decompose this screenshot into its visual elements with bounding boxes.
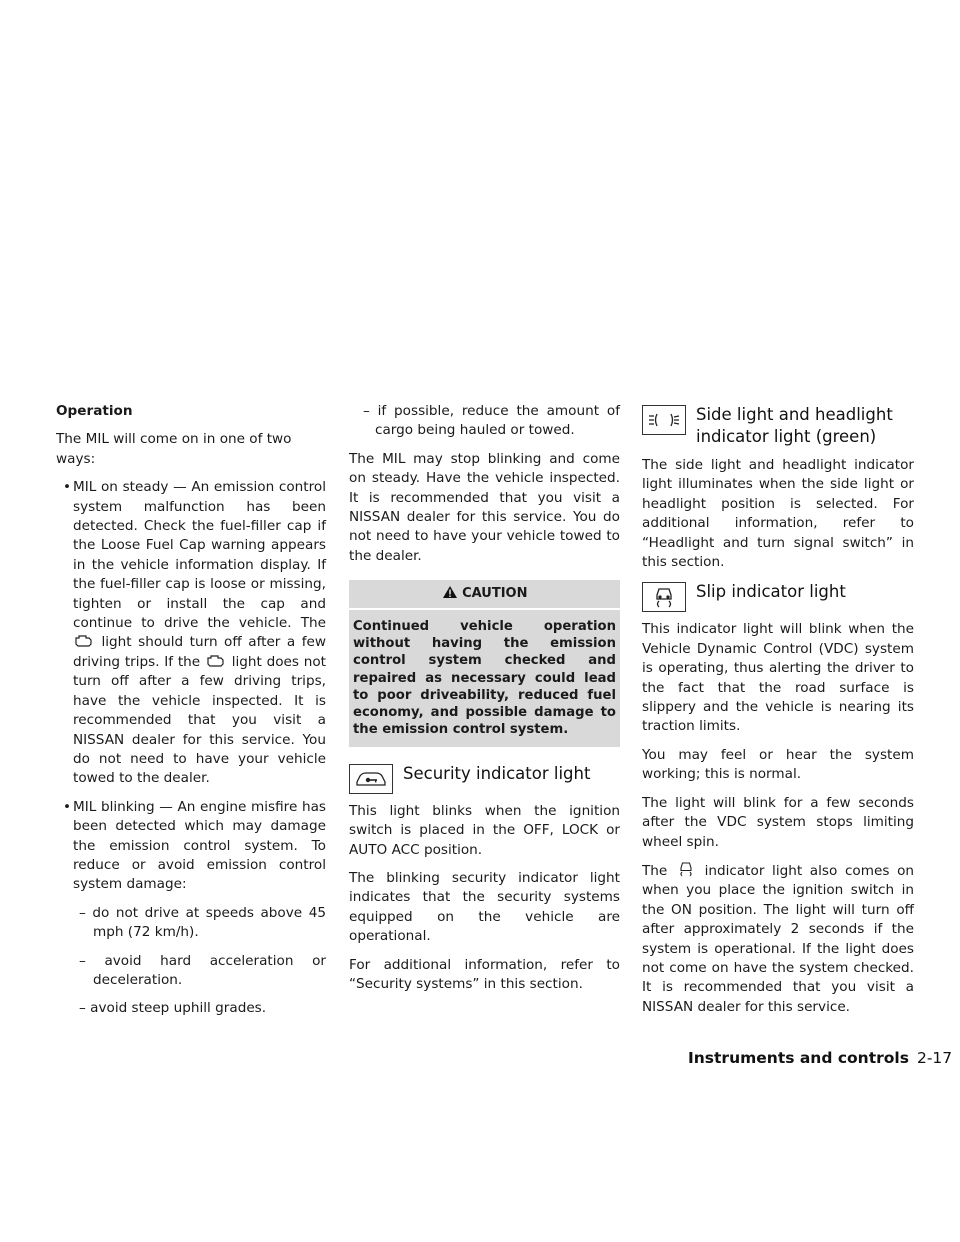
engine-check-icon	[205, 654, 227, 668]
security-text-2: The blinking security indicator light indicates that the security systems equipped on the vehicle are operational.	[349, 869, 620, 945]
slip-text-3: The light will blink for a few seconds after the VDC system stops limiting wheel spin.	[642, 794, 914, 850]
side-light-text: The side light and headlight indicator light illuminates when the side light or headlight position is selected. For additional information, refer to “Headlight and turn signal switch” in this section.	[642, 457, 914, 571]
bullet-mil-steady: • MIL on steady — An emission control system malfunction has been detected. Check the fuel-filler cap if the Loose Fuel Cap warning appears in the vehicle information display. If the fuel-filler cap is loose or missing, tighten or install the cap and continue to drive the vehicle. The light should turn off after a few driving trips. If the light does not turn off after a few driving trips, have the vehicle inspected. It is recommended that you visit a NISSAN dealer for this service. You do not need to have your vehicle towed to the dealer.	[63, 479, 326, 787]
column-middle	[349, 402, 620, 1003]
security-heading	[349, 763, 620, 794]
security-text-3: For additional information, refer to “Security systems” in this section.	[349, 956, 620, 992]
footer-section: Instruments and controls	[688, 1049, 909, 1067]
dash-item: – do not drive at speeds above 45 mph (72 km/h).	[79, 904, 326, 941]
page-footer	[688, 1049, 952, 1067]
security-indicator-icon	[349, 764, 393, 794]
side-light-title: Side light and headlight indicator light (green)	[696, 405, 893, 446]
engine-check-icon	[73, 634, 95, 648]
caution-header	[349, 580, 620, 609]
slip-text-4: The indicator light also comes on when you place the ignition switch in the ON position. The light will turn off after approximately 2 seconds if the system is operational. If the light does not come on have the system checked. It is recommended that you visit a NISSAN dealer for this service.	[642, 862, 914, 1015]
slip-indicator-icon	[642, 582, 686, 612]
page-number: 2-17	[916, 1049, 953, 1067]
slip-title: Slip indicator light	[696, 582, 846, 602]
caution-box	[349, 580, 620, 746]
side-light-indicator-icon	[642, 405, 686, 435]
operation-heading: Operation	[56, 403, 133, 419]
dash-item: – if possible, reduce the amount of cargo being hauled or towed.	[363, 403, 620, 439]
dash-item: – avoid hard acceleration or deceleration.	[79, 952, 326, 988]
security-text-1: This light blinks when the ignition switch is placed in the OFF, LOCK or AUTO ACC position.	[349, 802, 620, 858]
slip-icon	[675, 861, 697, 877]
caution-title: CAUTION	[462, 586, 528, 602]
column-left	[56, 402, 326, 1028]
column-right	[642, 402, 914, 1026]
slip-heading	[642, 581, 914, 612]
warning-triangle-icon	[442, 585, 458, 599]
caution-text: Continued vehicle operation without having the emission control system checked and repaired as necessary could lead to poor driveability, reduced fuel economy, and possible damage to the emission control system.	[353, 618, 616, 738]
security-title: Security indicator light	[403, 763, 591, 783]
bullet-mil-blinking: • MIL blinking — An engine misfire has been detected which may damage the emission control system. To reduce or avoid emission control system damage:	[63, 798, 326, 893]
slip-text-1: This indicator light will blink when the Vehicle Dynamic Control (VDC) system is operating, thus alerting the driver to the fact that the road surface is slippery and the vehicle is nearing its traction limits.	[642, 621, 914, 735]
mil-paragraph: The MIL may stop blinking and come on steady. Have the vehicle inspected. It is recommended that you visit a NISSAN dealer for this service. You do not need to have your vehicle towed to the dealer.	[349, 450, 620, 564]
side-light-heading	[642, 404, 914, 448]
slip-text-2: You may feel or hear the system working; this is normal.	[642, 746, 914, 783]
intro-text: The MIL will come on in one of two ways:	[56, 431, 292, 467]
dash-item: – avoid steep uphill grades.	[79, 1000, 267, 1017]
